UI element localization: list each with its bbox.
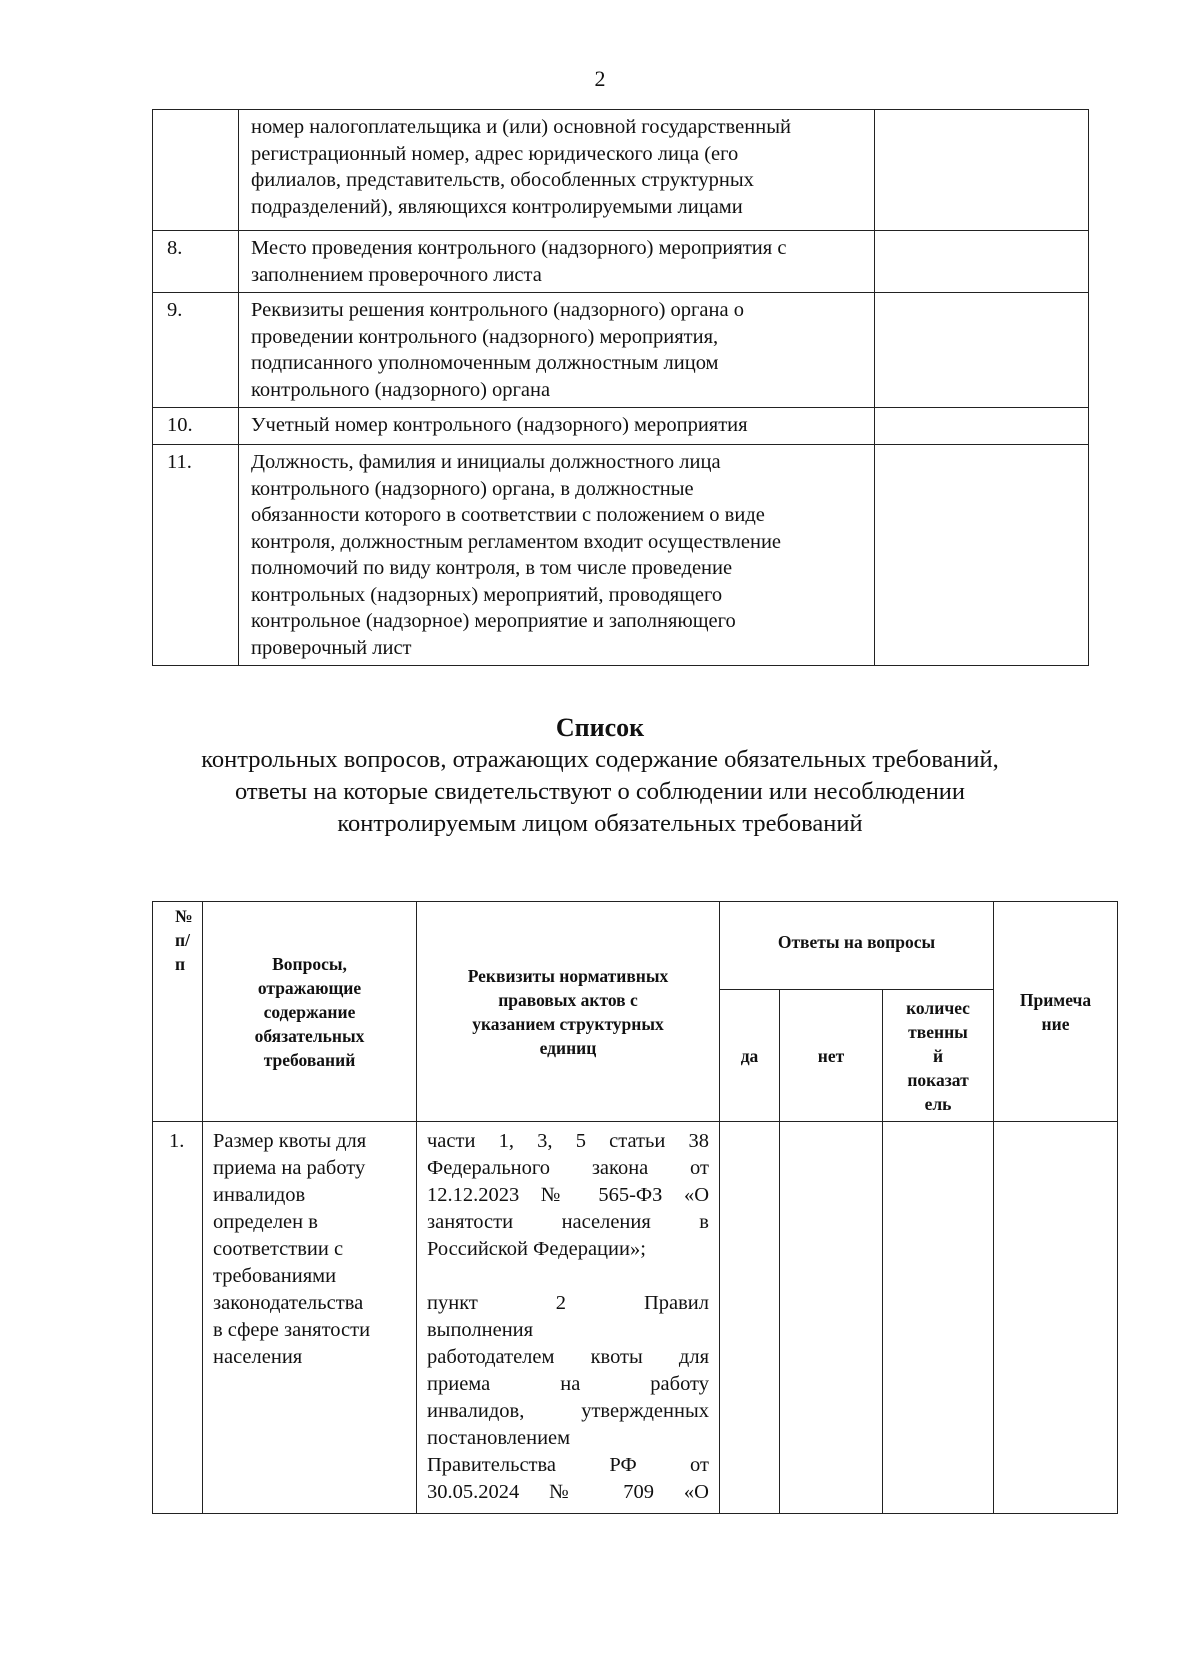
info-row-text	[239, 110, 875, 231]
info-row-value[interactable]	[875, 445, 1089, 666]
page-number: 2	[594, 66, 606, 91]
requisites-line: Российской Федерации»;	[427, 1238, 646, 1260]
info-row-text-line: проведении контрольного (надзорного) мероприятия,	[251, 325, 719, 348]
checklist-subtitle-line-2: ответы на которые свидетельствуют о соблюдении или несоблюдении	[234, 778, 966, 805]
header-number-line-3: п	[175, 954, 186, 974]
question-line: инвалидов	[213, 1184, 306, 1206]
info-row-text-line: полномочий по виду контроля, в том числе проведение	[251, 557, 733, 579]
checklist-subtitle-line-3: контролируемым лицом обязательных требований	[337, 810, 863, 837]
info-row-text-line: контроля, должностным регламентом входит осуществление	[251, 530, 782, 553]
checklist-row-requisites	[417, 1122, 720, 1514]
header-requisites-line-4: единиц	[539, 1037, 597, 1058]
info-row-text-line: контрольное (надзорное) мероприятие и заполняющего	[251, 610, 736, 632]
note-cell[interactable]	[994, 1122, 1118, 1514]
header-note-line-1: Примеча	[1019, 989, 1092, 1010]
info-row	[153, 293, 1089, 408]
header-requisites	[417, 902, 720, 1122]
header-questions	[203, 902, 417, 1122]
info-row-number: 8.	[153, 231, 239, 293]
info-row-number	[153, 110, 239, 231]
checklist-table	[152, 901, 1118, 1514]
info-row-number: 11.	[153, 445, 239, 666]
question-line: требованиями	[213, 1265, 337, 1287]
info-row-text-line: регистрационный номер, адрес юридического лица (его	[251, 142, 739, 165]
question-line: определен в	[213, 1211, 318, 1233]
info-row-text-line: Учетный номер контрольного (надзорного) мероприятия	[251, 414, 748, 436]
info-row-text-line: обязанности которого в соответствии с положением о виде	[251, 504, 765, 526]
requisites-line: пункт 2 Правил	[427, 1292, 709, 1314]
info-row-text-line: заполнением проверочного листа	[251, 263, 542, 286]
answer-quantitative-cell[interactable]	[883, 1122, 994, 1514]
info-row-text-line: Реквизиты решения контрольного (надзорного) органа о	[251, 299, 744, 321]
info-row-text-line: подразделений), являющихся контролируемыми лицами	[251, 195, 743, 218]
info-row-text-line: подписанного уполномоченным должностным лицом	[251, 352, 719, 374]
question-line: в сфере занятости	[213, 1319, 371, 1341]
info-row-text-line: Должность, фамилия и инициалы должностного лица	[251, 451, 721, 473]
info-table-body	[153, 110, 1089, 666]
header-number	[153, 902, 203, 1122]
answer-no-cell[interactable]	[780, 1122, 883, 1514]
header-quantitative-line-5: ель	[924, 1093, 952, 1114]
info-row	[153, 231, 1089, 293]
info-row-number: 10.	[153, 408, 239, 445]
info-row-text-line: филиалов, представительств, обособленных структурных	[251, 169, 754, 191]
requisites-line: постановлением	[427, 1427, 571, 1449]
requisites-line: работодателем квоты для	[427, 1346, 709, 1368]
checklist-row	[153, 1122, 1118, 1514]
info-row	[153, 110, 1089, 231]
requisites-line: Правительства РФ от	[427, 1454, 709, 1476]
header-requisites-line-2: правовых актов с	[498, 989, 638, 1010]
header-no: нет	[780, 990, 883, 1122]
info-row-text	[239, 293, 875, 408]
question-line: населения	[213, 1346, 303, 1368]
checklist-title: Список	[555, 713, 645, 742]
info-row-text	[239, 408, 875, 445]
info-row-value[interactable]	[875, 408, 1089, 445]
requisites-line: Федерального закона от	[427, 1157, 709, 1179]
header-quantitative-line-3: й	[932, 1045, 944, 1066]
info-table	[152, 109, 1089, 666]
header-quantitative-line-1: количес	[906, 997, 970, 1018]
header-quantitative-line-4: показат	[907, 1069, 969, 1090]
info-row-value[interactable]	[875, 231, 1089, 293]
header-note-line-2: ние	[1041, 1013, 1070, 1034]
requisites-line: приема на работу	[427, 1373, 709, 1395]
header-questions-line-4: обязательных	[254, 1025, 365, 1046]
info-row-text-line: контрольных (надзорных) мероприятий, проводящего	[251, 583, 723, 606]
header-answers: Ответы на вопросы	[720, 902, 994, 990]
header-number-line-1: №	[175, 906, 193, 926]
info-row-text-line: номер налогоплательщика и (или) основной государственный	[251, 116, 791, 138]
info-row-text	[239, 445, 875, 666]
info-row-text-line: Место проведения контрольного (надзорного) мероприятия с	[251, 237, 787, 259]
header-questions-line-2: отражающие	[257, 977, 362, 998]
requisites-line: части 1, 3, 5 статьи 38	[427, 1130, 709, 1152]
info-row-text-line: контрольного (надзорного) органа	[251, 378, 551, 401]
header-yes: да	[720, 990, 780, 1122]
question-line: приема на работу	[213, 1157, 366, 1179]
info-row-number: 9.	[153, 293, 239, 408]
question-line: законодательства	[213, 1292, 364, 1314]
requisites-line: 30.05.2024 № 709 «О	[427, 1481, 709, 1503]
question-line: соответствии с	[213, 1238, 344, 1260]
header-number-line-2: п/	[175, 930, 190, 950]
info-row-text	[239, 231, 875, 293]
info-row-value[interactable]	[875, 293, 1089, 408]
info-row	[153, 408, 1089, 445]
requisites-gap	[427, 1263, 709, 1290]
requisites-line: занятости населения в	[427, 1211, 709, 1233]
header-quantitative	[883, 990, 994, 1122]
header-quantitative-line-2: твенны	[908, 1021, 968, 1042]
header-requisites-line-3: указанием структурных	[472, 1013, 664, 1034]
answer-yes-cell[interactable]	[720, 1122, 780, 1514]
header-requisites-line-1: Реквизиты нормативных	[467, 965, 669, 986]
header-note	[994, 902, 1118, 1122]
question-line: Размер квоты для	[213, 1130, 367, 1152]
requisites-line: инвалидов, утвержденных	[427, 1400, 709, 1422]
checklist-subtitle-line-1: контрольных вопросов, отражающих содержание обязательных требований,	[201, 746, 999, 773]
info-row-value[interactable]	[875, 110, 1089, 231]
checklist-row-number: 1.	[153, 1122, 203, 1514]
requisites-line: выполнения	[427, 1319, 534, 1341]
info-row	[153, 445, 1089, 666]
checklist-table-body	[153, 1122, 1118, 1514]
info-row-text-line: проверочный лист	[251, 636, 412, 659]
requisites-line: 12.12.2023 № 565-ФЗ «О	[427, 1184, 709, 1206]
checklist-row-question	[203, 1122, 417, 1514]
header-questions-line-5: требований	[263, 1049, 356, 1070]
header-questions-line-3: содержание	[263, 1001, 356, 1022]
header-questions-line-1: Вопросы,	[272, 953, 347, 974]
info-row-text-line: контрольного (надзорного) органа, в должностные	[251, 477, 694, 500]
